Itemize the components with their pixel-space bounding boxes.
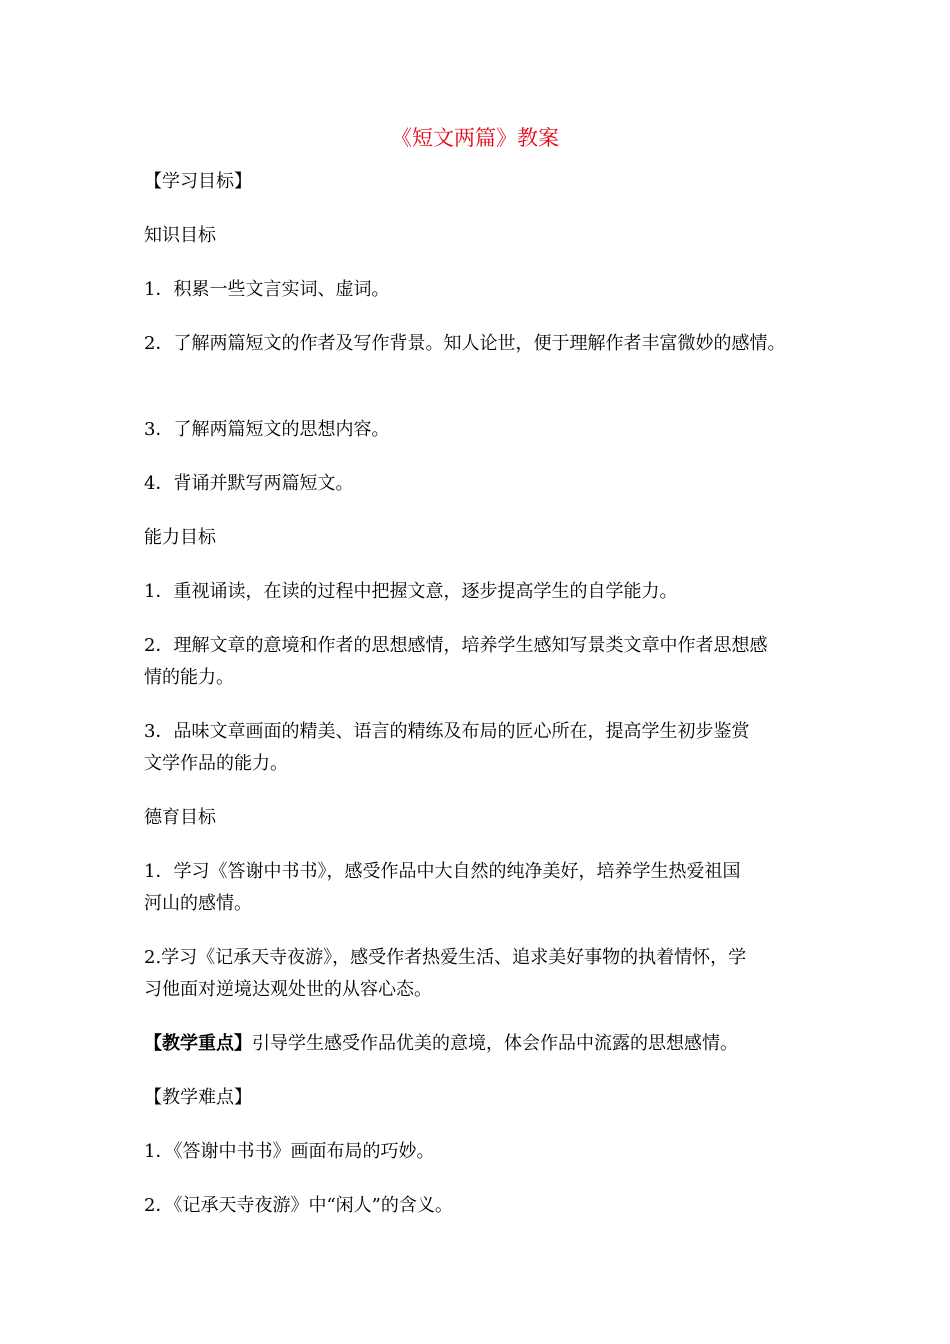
- moral-heading: 德育目标: [144, 807, 216, 828]
- key-points-paragraph: [144, 1028, 738, 1060]
- key-points-label: 【教学重点】: [144, 1033, 252, 1054]
- knowledge-item-2: 2．了解两篇短文的作者及写作背景。知人论世，便于理解作者丰富微妙的感情。: [144, 333, 786, 354]
- moral-item-1-line-1: 1．学习《答谢中书书》，感受作品中大自然的纯净美好，培养学生热爱祖国: [144, 861, 741, 882]
- ability-item-2-line-1: 2．理解文章的意境和作者的思想感情，培养学生感知写景类文章中作者思想感: [144, 635, 768, 656]
- ability-heading: 能力目标: [144, 527, 216, 548]
- difficulties-heading: 【教学难点】: [144, 1087, 252, 1108]
- moral-item-2-line-2: 习他面对逆境达观处世的从容心态。: [144, 979, 432, 1000]
- moral-item-2-line-1: 2.学习《记承天寺夜游》，感受作者热爱生活、追求美好事物的执着情怀，学: [144, 947, 747, 968]
- key-points-text: 引导学生感受作品优美的意境，体会作品中流露的思想感情。: [252, 1033, 738, 1054]
- ability-item-3-line-1: 3．品味文章画面的精美、语言的精练及布局的匠心所在，提高学生初步鉴赏: [144, 721, 750, 742]
- objectives-heading: 【学习目标】: [144, 171, 252, 192]
- difficulty-item-1: 1．《答谢中书书》画面布局的巧妙。: [144, 1141, 435, 1162]
- knowledge-item-3: 3．了解两篇短文的思想内容。: [144, 419, 390, 440]
- ability-item-1: 1．重视诵读，在读的过程中把握文意，逐步提高学生的自学能力。: [144, 581, 678, 602]
- ability-item-3-line-2: 文学作品的能力。: [144, 753, 288, 774]
- document-title: 《短文两篇》教案: [391, 126, 559, 150]
- moral-item-1-line-2: 河山的感情。: [144, 893, 252, 914]
- knowledge-heading: 知识目标: [144, 225, 216, 246]
- knowledge-item-4: 4．背诵并默写两篇短文。: [144, 473, 354, 494]
- difficulty-item-2: 2．《记承天寺夜游》中“闲人”的含义。: [144, 1195, 453, 1216]
- ability-item-2-line-2: 情的能力。: [144, 667, 234, 688]
- knowledge-item-1: 1．积累一些文言实词、虚词。: [144, 279, 390, 300]
